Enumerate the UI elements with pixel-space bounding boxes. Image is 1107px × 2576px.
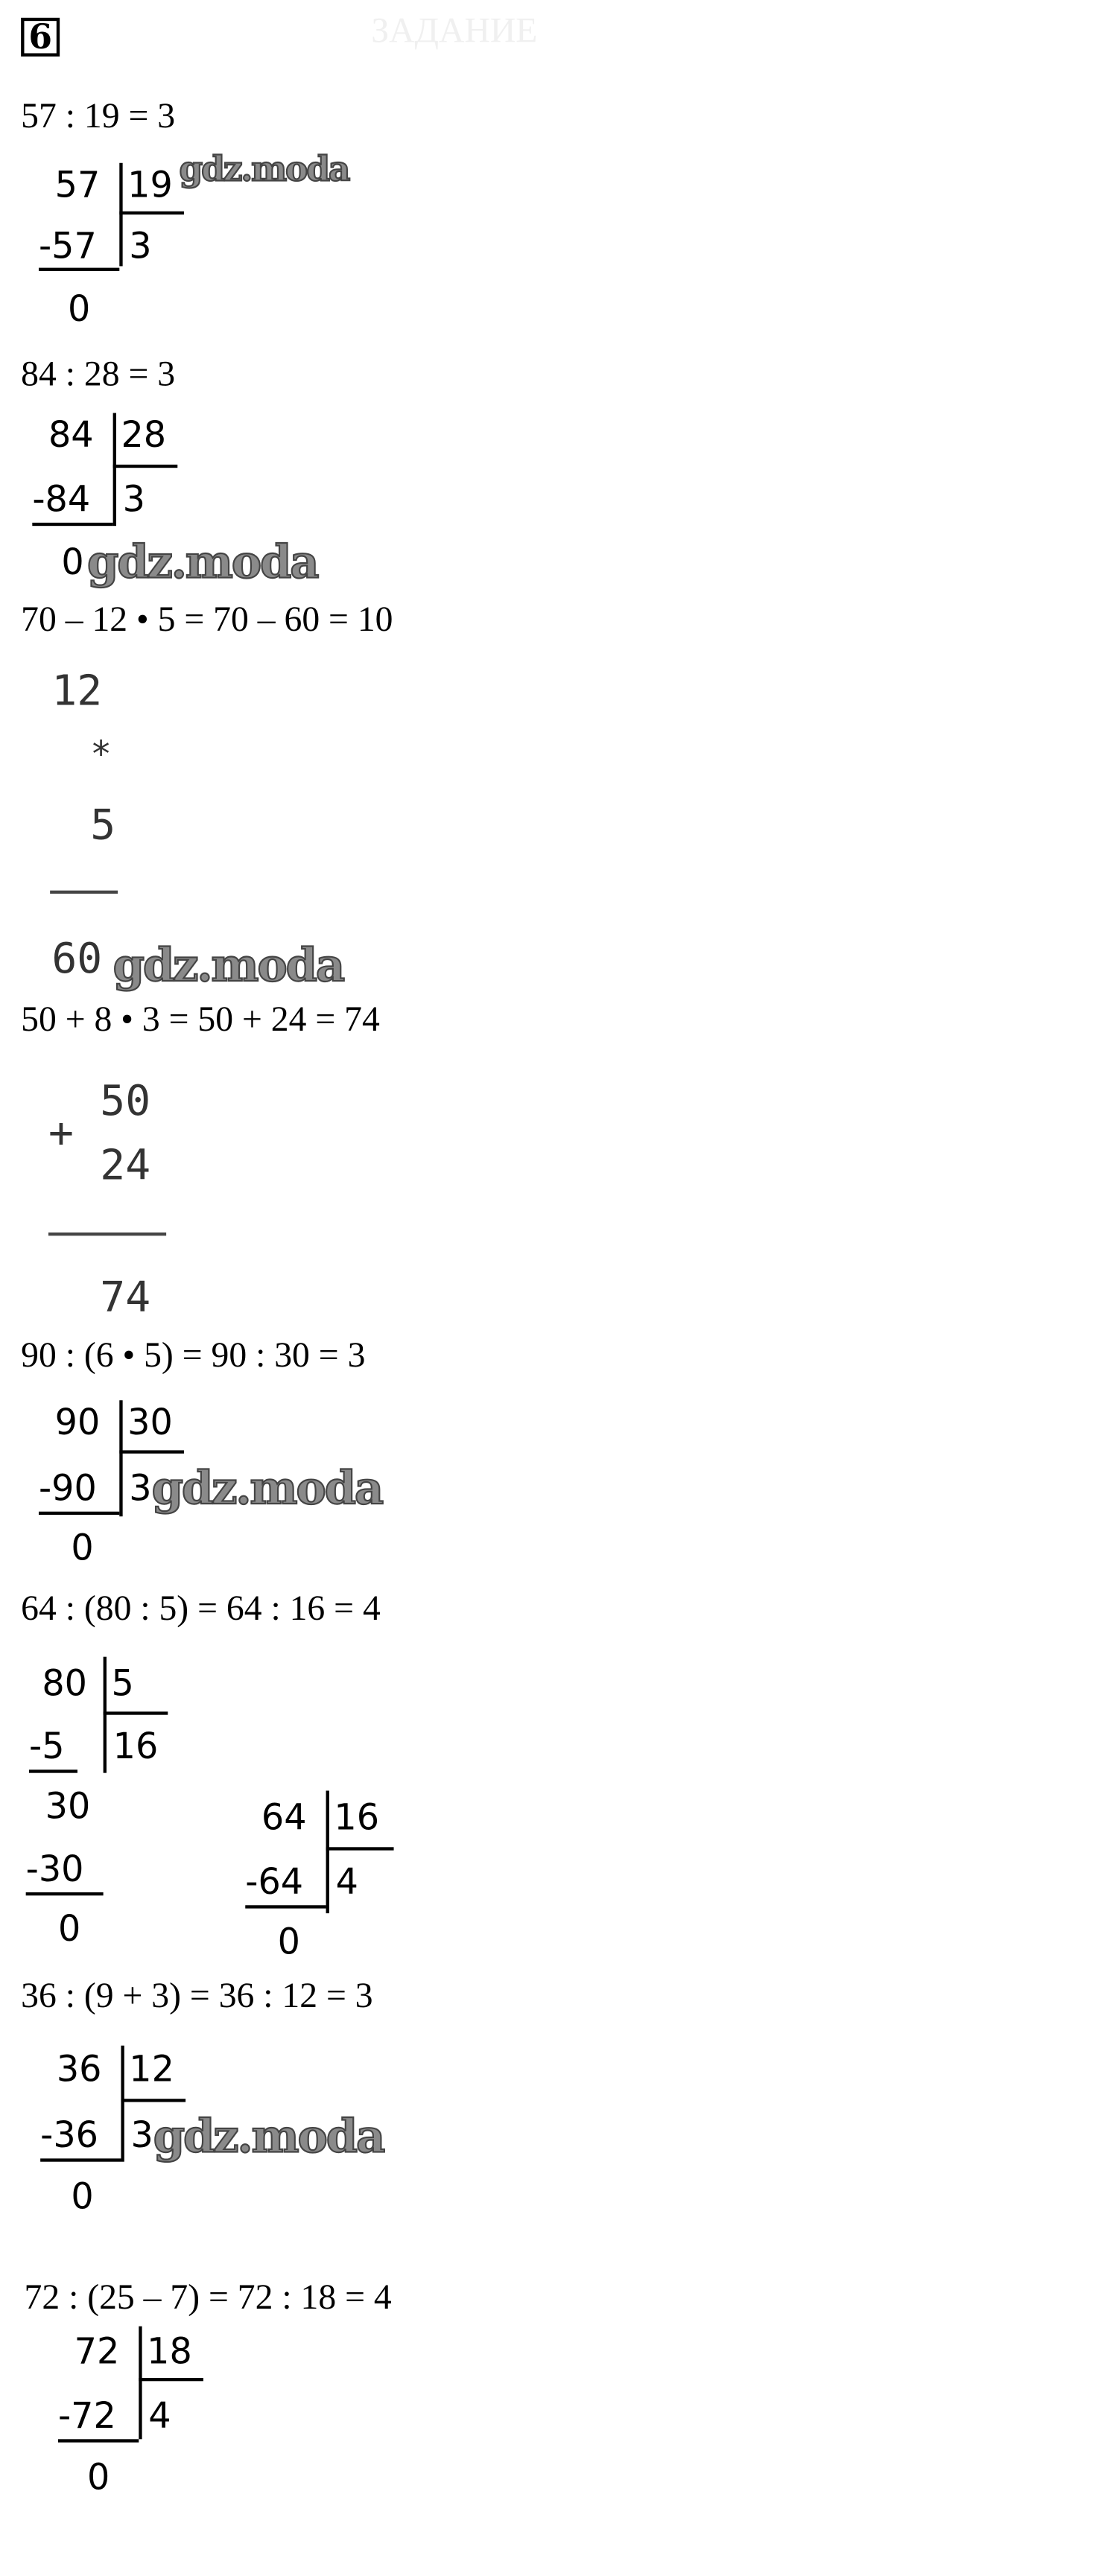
quotient: 3 bbox=[130, 2117, 153, 2157]
watermark: gdz.moda bbox=[179, 148, 349, 189]
remainder: 0 bbox=[57, 1909, 81, 1950]
division-bar-horizontal bbox=[113, 465, 178, 468]
dividend: 36 bbox=[56, 2050, 102, 2091]
subtrahend: -90 bbox=[38, 1469, 97, 1510]
quotient: 3 bbox=[122, 480, 145, 521]
subtrahend-underline bbox=[32, 523, 112, 526]
second-subtrahend-underline bbox=[26, 1892, 104, 1895]
division-bar-horizontal bbox=[104, 1711, 168, 1714]
subtrahend: -5 bbox=[28, 1728, 65, 1769]
subtrahend-underline bbox=[39, 1512, 119, 1515]
division-bar-vertical bbox=[121, 2046, 124, 2162]
remainder: 0 bbox=[277, 1923, 300, 1964]
second-dividend: 30 bbox=[45, 1787, 91, 1828]
division-bar-vertical bbox=[139, 2327, 142, 2440]
problem-3-expression: 70 – 12 • 5 = 70 – 60 = 10 bbox=[21, 598, 393, 639]
subtrahend-underline bbox=[245, 1905, 326, 1908]
subtrahend-underline bbox=[58, 2439, 139, 2442]
remainder: 0 bbox=[71, 1529, 94, 1570]
subtrahend: -36 bbox=[40, 2117, 99, 2157]
subtrahend: -57 bbox=[38, 227, 97, 268]
division-bar-horizontal bbox=[139, 2378, 203, 2381]
problem-7-expression: 36 : (9 + 3) = 36 : 12 = 3 bbox=[21, 1974, 373, 2015]
quotient: 16 bbox=[112, 1728, 159, 1769]
watermark: gdz.moda bbox=[153, 2110, 384, 2163]
divisor: 28 bbox=[121, 416, 167, 457]
division-bar-vertical bbox=[326, 1790, 329, 1913]
second-addend: 24 bbox=[100, 1142, 151, 1191]
division-bar-horizontal bbox=[121, 2099, 185, 2102]
first-factor: 12 bbox=[51, 667, 103, 716]
dividend: 90 bbox=[54, 1403, 101, 1444]
second-factor: 5 bbox=[90, 801, 116, 850]
faint-header-text: ЗАДАНИЕ bbox=[371, 9, 538, 51]
quotient: 3 bbox=[129, 227, 152, 268]
watermark: gdz.moda bbox=[112, 938, 344, 993]
multiply-sign: * bbox=[90, 735, 112, 776]
division-bar-vertical bbox=[113, 413, 116, 527]
problem-2-expression: 84 : 28 = 3 bbox=[21, 353, 176, 394]
quotient: 4 bbox=[148, 2397, 171, 2438]
division-bar-horizontal bbox=[326, 1847, 394, 1850]
subtrahend: -84 bbox=[32, 480, 91, 521]
problem-4-expression: 50 + 8 • 3 = 50 + 24 = 74 bbox=[21, 998, 380, 1040]
watermark: gdz.moda bbox=[151, 1461, 383, 1516]
watermark: gdz.moda bbox=[86, 535, 318, 589]
division-bar-horizontal bbox=[119, 212, 184, 214]
divisor: 5 bbox=[111, 1664, 134, 1705]
product: 60 bbox=[51, 935, 103, 985]
remainder: 0 bbox=[67, 290, 91, 331]
problem-1-expression: 57 : 19 = 3 bbox=[21, 95, 176, 136]
second-subtrahend: -30 bbox=[25, 1850, 84, 1891]
result-line bbox=[48, 1233, 166, 1235]
divisor: 19 bbox=[127, 166, 173, 207]
dividend: 64 bbox=[261, 1799, 307, 1839]
remainder: 0 bbox=[71, 2178, 94, 2219]
subtrahend: -64 bbox=[245, 1863, 304, 1904]
dividend: 80 bbox=[42, 1664, 87, 1705]
problem-8-expression: 72 : (25 – 7) = 72 : 18 = 4 bbox=[24, 2276, 392, 2317]
quotient: 3 bbox=[129, 1469, 152, 1510]
quotient: 4 bbox=[335, 1863, 358, 1904]
dividend: 72 bbox=[74, 2332, 120, 2373]
division-bar-horizontal bbox=[119, 1450, 184, 1453]
divisor: 16 bbox=[334, 1799, 380, 1839]
plus-sign: + bbox=[48, 1110, 74, 1159]
sum: 74 bbox=[100, 1274, 151, 1323]
subtrahend-underline bbox=[39, 268, 119, 271]
result-line bbox=[50, 891, 118, 894]
remainder: 0 bbox=[61, 544, 84, 585]
task-number: 6 bbox=[21, 18, 60, 57]
divisor: 12 bbox=[129, 2050, 174, 2091]
divisor: 18 bbox=[147, 2332, 192, 2373]
divisor: 30 bbox=[127, 1403, 173, 1444]
subtrahend-underline bbox=[40, 2158, 121, 2161]
dividend: 57 bbox=[54, 166, 101, 207]
first-addend: 50 bbox=[100, 1078, 151, 1127]
remainder: 0 bbox=[86, 2458, 110, 2499]
dividend: 84 bbox=[48, 416, 94, 457]
subtrahend: -72 bbox=[57, 2397, 116, 2438]
problem-5-expression: 90 : (6 • 5) = 90 : 30 = 3 bbox=[21, 1334, 366, 1375]
subtrahend-underline bbox=[29, 1769, 77, 1772]
division-bar-vertical bbox=[119, 1400, 122, 1516]
problem-6-expression: 64 : (80 : 5) = 64 : 16 = 4 bbox=[21, 1587, 381, 1628]
